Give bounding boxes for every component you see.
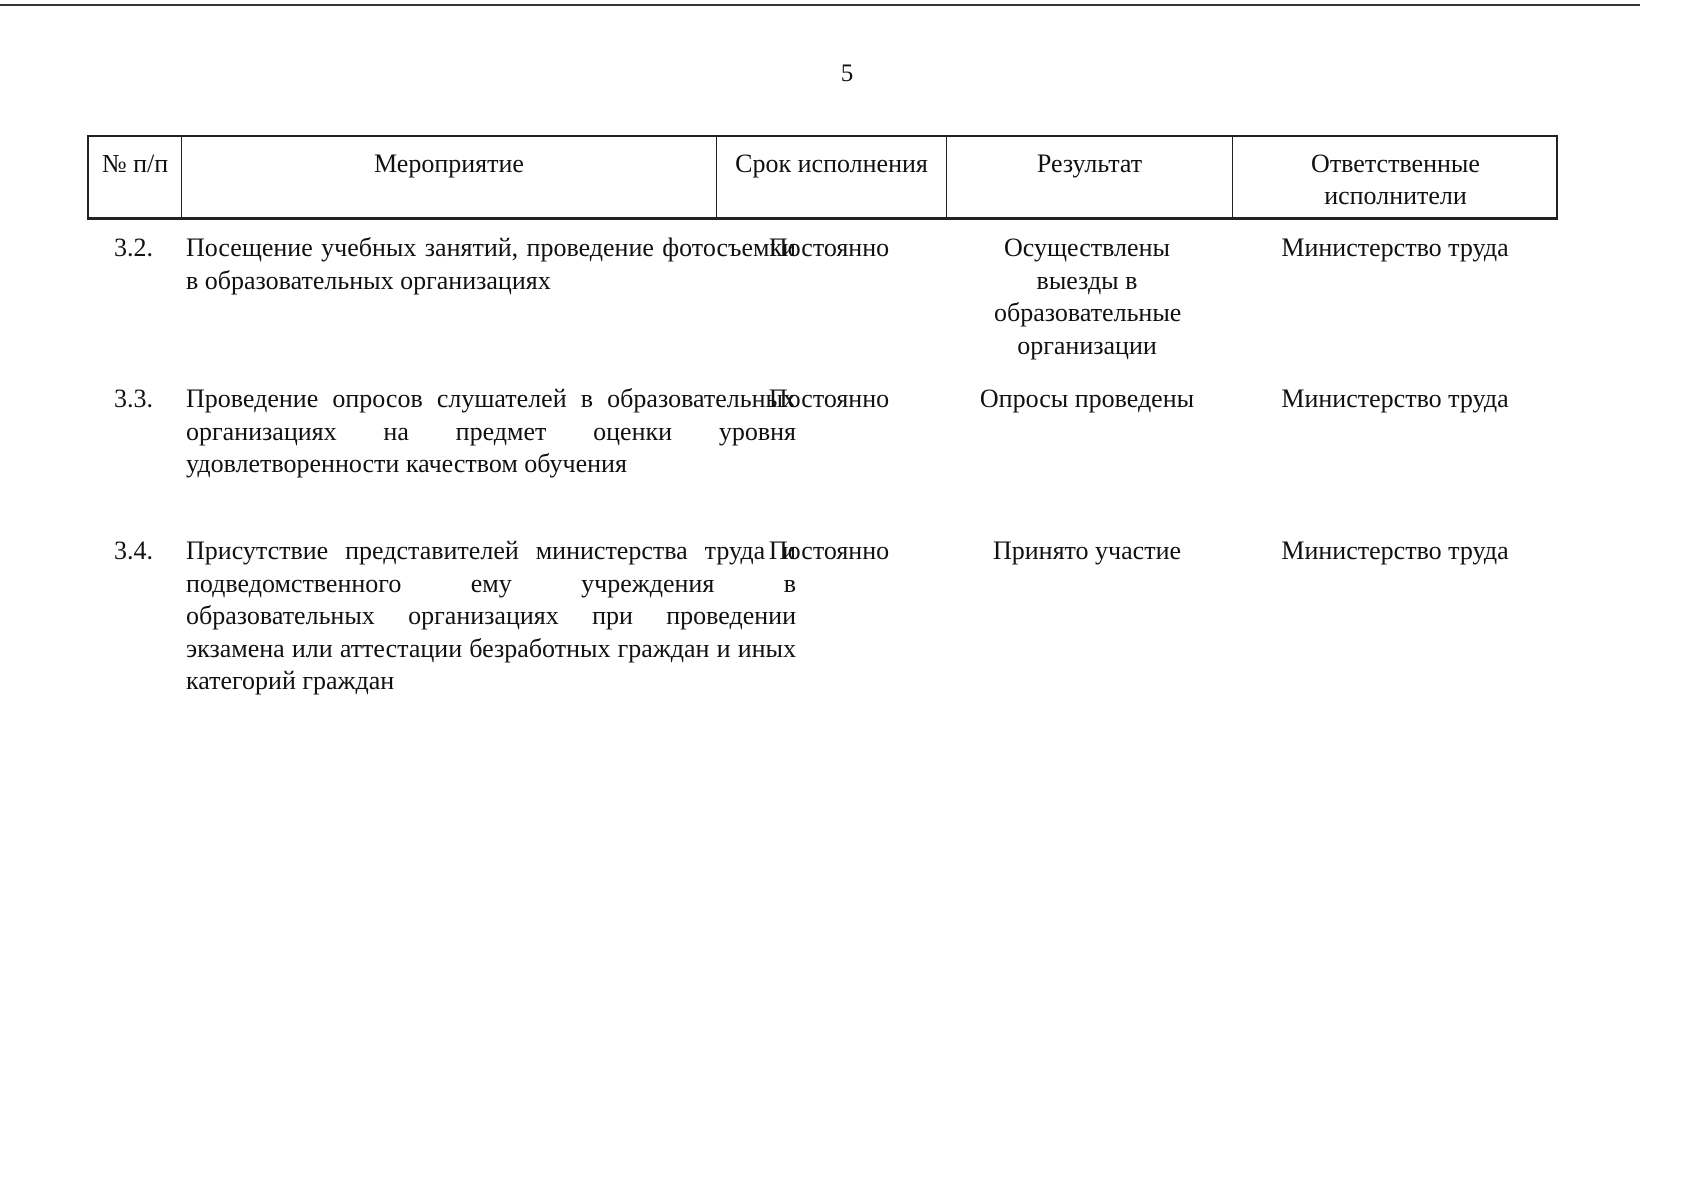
row-deadline: Постоянно [768, 384, 890, 413]
table-header [87, 135, 1558, 220]
row-event: Присутствие представителей министерства труда и подведомственного ему учреждения в образовательных организациях при проведении экзамена или аттестации безработных граждан и иных категорий граждан [186, 536, 796, 695]
page-number: 5 [840, 60, 854, 87]
row-result: Принято участие [992, 536, 1182, 565]
row-deadline: Постоянно [768, 233, 890, 262]
row-responsible: Министерство труда [1281, 536, 1509, 565]
header-event: Мероприятие [181, 137, 716, 217]
header-number: № п/п [101, 149, 169, 178]
header-result: Результат [946, 137, 1232, 217]
header-responsible: Ответственные исполнители [1232, 137, 1558, 217]
row-responsible: Министерство труда [1281, 233, 1509, 262]
row-deadline: Постоянно [768, 536, 890, 565]
row-number: 3.2. [114, 233, 153, 262]
header-deadline: Срок исполнения [716, 137, 946, 217]
row-result: Осуществлены выезды в образовательные организации [994, 233, 1182, 360]
row-event: Проведение опросов слушателей в образовательных организациях на предмет оценки уровня удовлетворенности качеством обучения [186, 384, 796, 478]
row-number: 3.3. [114, 384, 153, 413]
top-rule [0, 4, 1640, 6]
row-number: 3.4. [114, 536, 153, 565]
row-result: Опросы проведены [979, 384, 1195, 413]
row-event: Посещение учебных занятий, проведение фотосъемки в образовательных организациях [186, 233, 796, 295]
row-responsible: Министерство труда [1281, 384, 1509, 413]
